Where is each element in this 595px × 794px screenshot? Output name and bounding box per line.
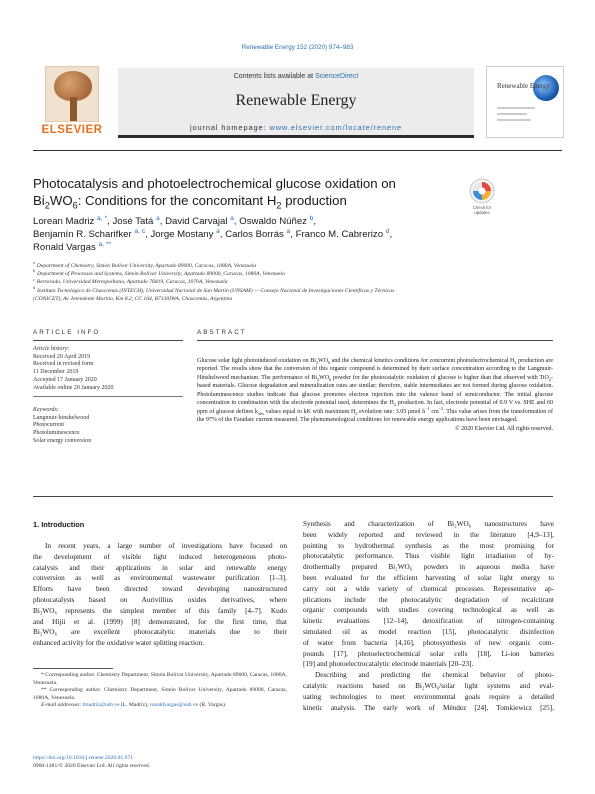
author-line-2: Benjamín R. Scharifker $^{a, c}$, Jorge Mostany $^a$, Carlos Borrás $^a$, Franco M. Cabrerizo $^d$, (33, 227, 393, 240)
text-line: been widely reported and reviewed in the literature [4,9–13], (303, 530, 554, 539)
text-line: [19] and photoelectrocatalytic electrode materials [20–23]. (303, 660, 474, 669)
affiliations (33, 262, 553, 303)
text-line: Synthesis and characterization of Bi₂WO₆ nanostructures have (303, 520, 554, 528)
journal-citation[interactable]: Renewable Energy 152 (2020) 974–983 (241, 44, 354, 51)
homepage-link[interactable]: www.elsevier.com/locate/renene (269, 123, 403, 132)
author-name[interactable]: Benjamín R. Scharifker (33, 228, 132, 240)
text-line: photocatalytic performance. Thus visible light irradiation of hy- (303, 552, 554, 561)
abstract-heading: ABSTRACT (197, 329, 247, 336)
text-line: pointing to hydrothermal synthesis as the most promising for (303, 541, 554, 550)
journal-masthead (118, 68, 474, 138)
text-line: Describing and predicting the chemical behavior of photo- (315, 671, 554, 680)
footnote-emails: E-mail addresses: lmadriz@usb.ve (L. Madriz), ronaldvargas@usb.ve (R. Vargas). (41, 702, 227, 709)
keyword: Photoluminescence (33, 429, 80, 436)
article-info-heading: ARTICLE INFO (33, 329, 101, 336)
history-item: Accepted 17 January 2020 (33, 376, 97, 383)
history-item: Available online 20 January 2020 (33, 384, 114, 391)
history-item: 11 December 2019 (33, 369, 79, 376)
text-line: carry out a wide variety of chemical processes. Representative ap- (303, 584, 554, 593)
text-line: kinetic analysis. The early work of Méndez [24], Tomkiewicz [25], (303, 703, 554, 712)
affiliation: $^c$ Rectorado, Universidad Metropolitana, Apartado 76819, Caracas, 1070A, Venezuela (33, 277, 228, 286)
doi-link[interactable]: https://doi.org/10.1016/j.renene.2020.01.071 (33, 755, 133, 761)
author-name[interactable]: Jorge Mostany (150, 228, 214, 240)
abstract-bottom-rule (33, 496, 553, 497)
footnote: ** Corresponding author. Chemistry Department, Simón Bolívar University, Apartado 89000, Caracas, 1080A, Venezuela. (33, 687, 287, 701)
header-rule (33, 150, 562, 151)
text-line: been evaluated for the efficient harvesting of solar light energy to (303, 573, 554, 582)
author-name[interactable]: Ronald Vargas (33, 241, 96, 253)
affiliation: $^d$ Instituto Tecnológico de Chascomús (INTECH), Universidad Nacional de San Martín (UNSAM) — Consejo Nacional de Investigaciones Científicas y Técnicas (33, 285, 395, 294)
text-line: organic compounds with studies covering technological as well as (303, 606, 554, 615)
abstract-rule (197, 340, 553, 341)
section-heading-introduction: 1. Introduction (33, 520, 85, 529)
text-line: Efforts have been directed toward developing nanostructured (33, 585, 287, 594)
text-line: enhanced activity for the oxidative water splitting reaction. (33, 639, 205, 648)
author-line-3: Ronald Vargas $^{a, **}$ (33, 240, 112, 253)
issn-line: 0960-1481/© 2020 Elsevier Ltd. All rights reserved. (33, 763, 151, 769)
history-label: Article history: (33, 346, 70, 352)
text-line: and Hijii et al. (1999) [8] demonstrated, for the first time, that (33, 617, 287, 626)
intro-left-column (33, 541, 287, 649)
keywords-label: Keywords: (33, 406, 59, 413)
check-for-updates-icon[interactable] (468, 177, 496, 205)
footnotes (33, 672, 287, 710)
text-line: conversion as well as environmental wastewater purification [1–3]. (33, 574, 287, 583)
text-line: In recent years, a large number of investigations have focused on (45, 542, 287, 550)
text-line: kinetic evaluations [12–14], detoxification of nitrogen-containing (303, 617, 554, 626)
text-line: the development of visible light induced heterogeneous photo- (33, 552, 287, 561)
author-name[interactable]: José Tatá (112, 216, 154, 227)
history-item: Received 20 April 2019 (33, 353, 91, 360)
author-name[interactable]: Lorean Madriz (33, 216, 95, 227)
text-line: pounds [17], photoelectrochemical solar cells [18], Li-ion batteries (303, 649, 554, 658)
check-for-updates-label[interactable]: Check for updates (472, 205, 492, 215)
text-line: catalytic reactions based on Bi₂WO₆/solar light systems and eval- (303, 681, 554, 690)
journal-homepage: journal homepage: www.elsevier.com/locate/renene (189, 123, 403, 132)
keyword: Photocurrent (33, 422, 64, 429)
intro-right-column (303, 519, 554, 713)
sciencedirect-link[interactable]: ScienceDirect (315, 73, 359, 80)
abstract-text: Glucose solar light photoinduced oxidation on $Bi_2WO_6$ and the chemical kinetics conditions for concurrent photoelectrochemical $H_2$ production are reported. The results show that the conversion of this organic compound is determined by their surface concentration according to the Langmuir-Hinshelwood mechanism. The performance of $Bi_2WO_6$ powder for the photocatalytic oxidation of glucose is higher than that observed with TiO$_2$-based materials. Glucose degradation and mineralization rates are similar; therefore, stable intermediates are not formed during glucose oxidation. Photoluminescence studies indicate that glucose promotes electron injection into the valence band of semiconductor. The initial glucose concentration in combination with the electrode potential used, determines the $H_2$ production. In fact, electrode potential of 0.9 V vs. SHE and 60 ppm of glucose defines $k_{obs}$ values equal to kK with maximum $H_2$ evolution rate: 3.05 μmol $h^{-1}$ $cm^{-2}$. This value arises from the transformation of the 97% of the Faradaic current measured. The phenomenological conditions for renewable energy applications have been envisaged. (197, 358, 553, 424)
email-link[interactable]: ronaldvargas@usb.ve (149, 702, 199, 709)
elsevier-tree-icon (45, 66, 99, 122)
author-line-1: Lorean Madriz $^{a, *}$, José Tatá $^a$, David Carvajal $^a$, Oswaldo Núñez $^b$, (33, 214, 317, 227)
abstract-body (197, 346, 553, 433)
keyword: Solar energy conversion (33, 437, 92, 444)
footnote-rule (33, 668, 113, 669)
elsevier-logo (33, 66, 111, 138)
text-line: Bi₂WO₆ represents the simplest member of this family [4–7]. Kudo (33, 606, 287, 615)
article-info (33, 346, 183, 445)
text-line: Bi₂WO₆ are excellent photocatalytic materials due to their (33, 628, 287, 637)
text-line: simulated oil as model reaction [15], photocatalytic disinfection (303, 627, 554, 636)
text-line: of water from bacteria [4,16], photosynthesis of new organic com- (303, 638, 554, 647)
text-line: photocatalysts based on Aurivillius oxides derivatives, where (33, 595, 287, 604)
author-name[interactable]: Carlos Borrás (225, 228, 284, 240)
text-line: drothermally prepared Bi₂WO₆ powders in aqueous media have (303, 563, 554, 572)
copyright: © 2020 Elsevier Ltd. All rights reserved. (455, 425, 553, 432)
footnote: * Corresponding author. Chemistry Department, Simón Bolívar University, Apartado 89000, Caracas, 1080A, Venezuela. (33, 672, 287, 686)
author-name[interactable]: Franco M. Cabrerizo (295, 228, 384, 240)
journal-cover[interactable] (486, 66, 564, 138)
author-list (33, 216, 513, 254)
author-name[interactable]: Oswaldo Núñez (239, 216, 307, 227)
journal-name: Renewable Energy (235, 92, 357, 109)
affiliation: $^b$ Department of Processes and Systems, Simón Bolívar University, Apartado 89000, Caracas, 1080A, Venezuela (33, 269, 285, 278)
article-title: Photocatalysis and photoelectrochemical glucose oxidation on $Bi_2WO_6$: Conditions for the concomitant $H_2$ production (33, 176, 396, 211)
text-line: plications include the photocatalytic degradation of recalcitrant (303, 595, 554, 604)
elsevier-wordmark: ELSEVIER (41, 124, 103, 136)
contents-available: Contents lists available at ScienceDirect (233, 73, 359, 80)
author-name[interactable]: David Carvajal (165, 216, 228, 227)
affiliation: $^a$ Department of Chemistry, Simón Bolívar University, Apartado 89000, Caracas, 1080A, Venezuela (33, 261, 257, 269)
text-line: uating technologies to meet environmental goals require a detailed (303, 692, 554, 701)
affiliation: (CONICET), Av. Intendente Marino, Km 8.2, CC 164, B7130IWA, Chascomús, Argentina (33, 295, 233, 302)
article-info-rule (33, 340, 183, 341)
text-line: catalysts and their applications in solar and renewable energy (33, 563, 287, 572)
cover-title: Renewable Energy (497, 82, 550, 90)
email-link[interactable]: lmadriz@usb.ve (82, 702, 120, 709)
keyword: Langmuir-hinshelwood (33, 414, 90, 421)
history-item: Received in revised form (33, 361, 94, 368)
